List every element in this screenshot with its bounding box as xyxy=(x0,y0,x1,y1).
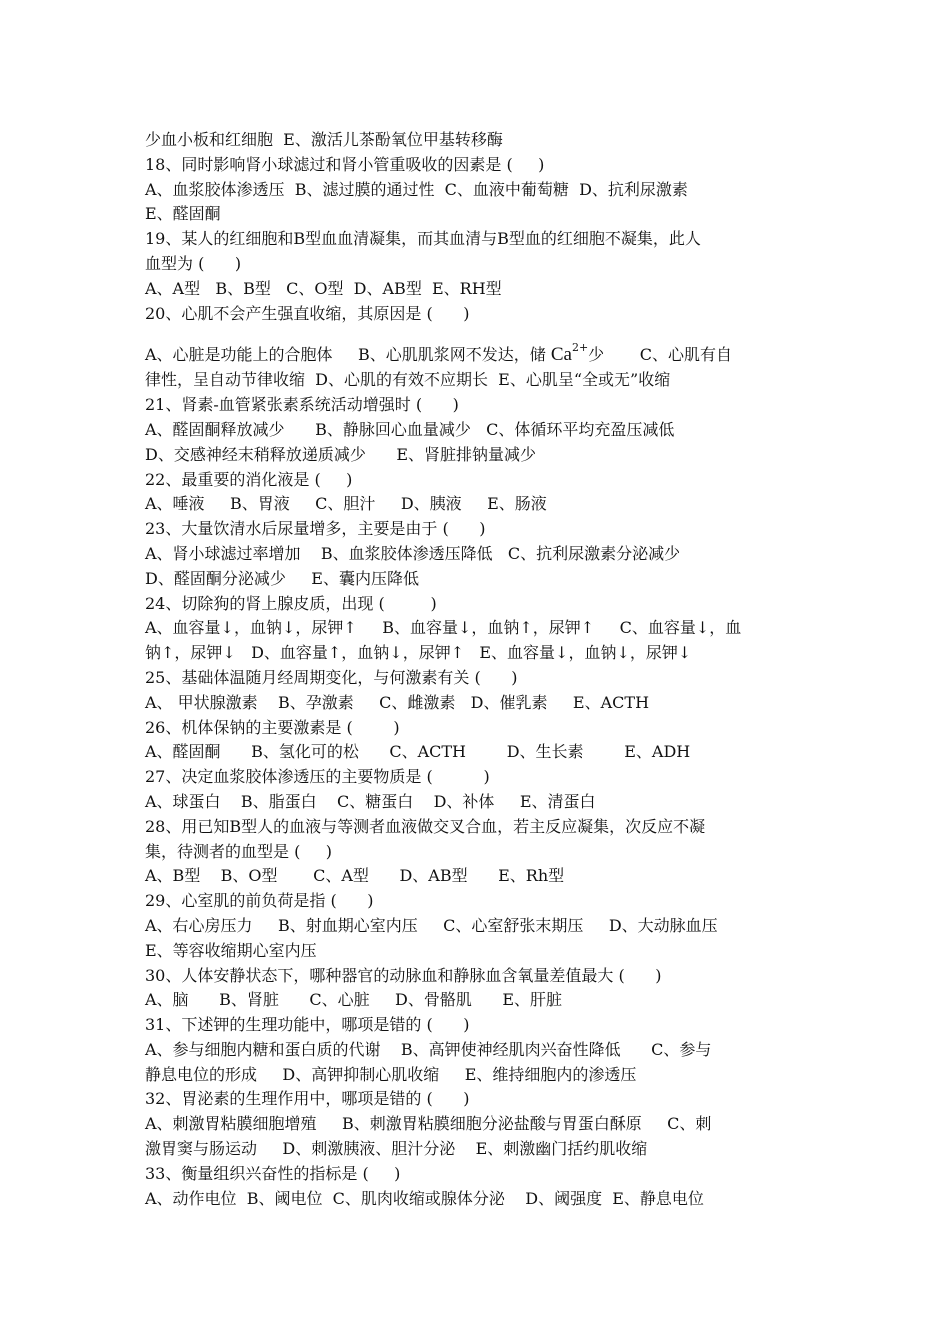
text-line: 律性，呈自动节律收缩 D、心肌的有效不应期长 E、心肌呈“全或无”收缩 xyxy=(145,370,671,390)
text-line: 19、某人的红细胞和B型血血清凝集，而其血清与B型血的红细胞不凝集，此人 xyxy=(145,229,701,249)
text-line: 24、切除狗的肾上腺皮质，出现 ( ) xyxy=(145,593,437,613)
text-line: 22、最重要的消化液是 ( ) xyxy=(145,469,353,489)
text-line: A、唾液 B、胃液 C、胆汁 D、胰液 E、肠液 xyxy=(145,494,547,514)
text-line: A、脑 B、肾脏 C、心脏 D、骨骼肌 E、肝脏 xyxy=(145,990,563,1010)
text-line: E、等容收缩期心室内压 xyxy=(145,940,317,960)
text-line: 27、决定血浆胶体渗透压的主要物质是 ( ) xyxy=(145,767,490,787)
text-line: A、肾小球滤过率增加 B、血浆胶体渗透压降低 C、抗利尿激素分泌减少 xyxy=(145,543,681,563)
text-line: 血型为 ( ) xyxy=(145,253,242,273)
text-line: A、球蛋白 B、脂蛋白 C、糖蛋白 D、补体 E、清蛋白 xyxy=(145,791,596,811)
text-line: A、血浆胶体渗透压 B、滤过膜的通过性 C、血液中葡萄糖 D、抗利尿激素 xyxy=(145,179,688,199)
text-line: 钠↑，尿钾↓ D、血容量↑，血钠↓，尿钾↑ E、血容量↓，血钠↓，尿钾↓ xyxy=(145,643,692,663)
text-line: 18、同时影响肾小球滤过和肾小管重吸收的因素是 ( ) xyxy=(145,154,545,174)
text-line: 30、人体安静状态下，哪种器官的动脉血和静脉血含氧量差值最大 ( ) xyxy=(145,965,662,985)
text-line: 集，待测者的血型是 ( ) xyxy=(145,841,333,861)
calcium-charge: 2+ xyxy=(571,341,589,355)
text-line: 28、用已知B型人的血液与等测者血液做交叉合血，若主反应凝集，次反应不凝 xyxy=(145,816,706,836)
text-line: 29、心室肌的前负荷是指 ( ) xyxy=(145,891,374,911)
text-line: 31、下述钾的生理功能中，哪项是错的 ( ) xyxy=(145,1015,470,1035)
text-line: A、刺激胃粘膜细胞增殖 B、刺激胃粘膜细胞分泌盐酸与胃蛋白酥原 C、刺 xyxy=(145,1114,712,1134)
text-line: E、醛固酮 xyxy=(145,204,221,224)
text-line: A、血容量↓，血钠↓，尿钾↑ B、血容量↓，血钠↑，尿钾↑ C、血容量↓，血 xyxy=(145,618,742,638)
text-line: A、右心房压力 B、射血期心室内压 C、心室舒张末期压 D、大动脉血压 xyxy=(145,915,718,935)
document-page xyxy=(145,128,810,1211)
text-line: A、 甲状腺激素 B、孕激素 C、雌激素 D、催乳素 E、ACTH xyxy=(145,692,650,712)
text-line: A、参与细胞内糖和蛋白质的代谢 B、高钾使神经肌肉兴奋性降低 C、参与 xyxy=(145,1039,712,1059)
text-line: D、交感神经末稍释放递质减少 E、肾脏排钠量减少 xyxy=(145,444,537,464)
calcium-symbol: Ca xyxy=(550,344,572,366)
text-line: A、B型 B、O型 C、A型 D、AB型 E、Rh型 xyxy=(145,866,565,886)
text-line: 少血小板和红细胞 E、激活儿茶酚氧位甲基转移酶 xyxy=(145,130,503,149)
text-line: 21、肾素-血管紧张素系统活动增强时 ( ) xyxy=(145,395,459,415)
formula-text-after: 少 C、心肌有自 xyxy=(588,345,733,365)
text-line: 23、大量饮清水后尿量增多，主要是由于 ( ) xyxy=(145,519,486,539)
text-line: 26、机体保钠的主要激素是 ( ) xyxy=(145,717,400,737)
text-line: A、动作电位 B、阈电位 C、肌肉收缩或腺体分泌 D、阈强度 E、静息电位 xyxy=(145,1188,704,1208)
text-line: 32、胃泌素的生理作用中，哪项是错的 ( ) xyxy=(145,1089,470,1109)
formula-text-before: A、心脏是功能上的合胞体 B、心肌肌浆网不发达，储 xyxy=(145,345,551,365)
text-line: A、A型 B、B型 C、O型 D、AB型 E、RH型 xyxy=(145,278,502,298)
text-line: D、醛固酮分泌减少 E、囊内压降低 xyxy=(145,568,419,588)
text-line: 20、心肌不会产生强直收缩，其原因是 ( ) xyxy=(145,303,470,323)
text-line: 33、衡量组织兴奋性的指标是 ( ) xyxy=(145,1163,401,1183)
text-line: 激胃窦与肠运动 D、刺激胰液、胆汁分泌 E、刺激幽门括约肌收缩 xyxy=(145,1139,648,1159)
text-line: A、醛固酮释放减少 B、静脉回心血量减少 C、体循环平均充盈压减低 xyxy=(145,419,675,439)
text-line: 25、基础体温随月经周期变化，与何激素有关 ( ) xyxy=(145,667,518,687)
text-line: A、醛固酮 B、氢化可的松 C、ACTH D、生长素 E、ADH xyxy=(145,742,691,762)
text-line-with-formula xyxy=(145,326,810,368)
text-line: 静息电位的形成 D、高钾抑制心肌收缩 E、维持细胞内的渗透压 xyxy=(145,1064,637,1084)
